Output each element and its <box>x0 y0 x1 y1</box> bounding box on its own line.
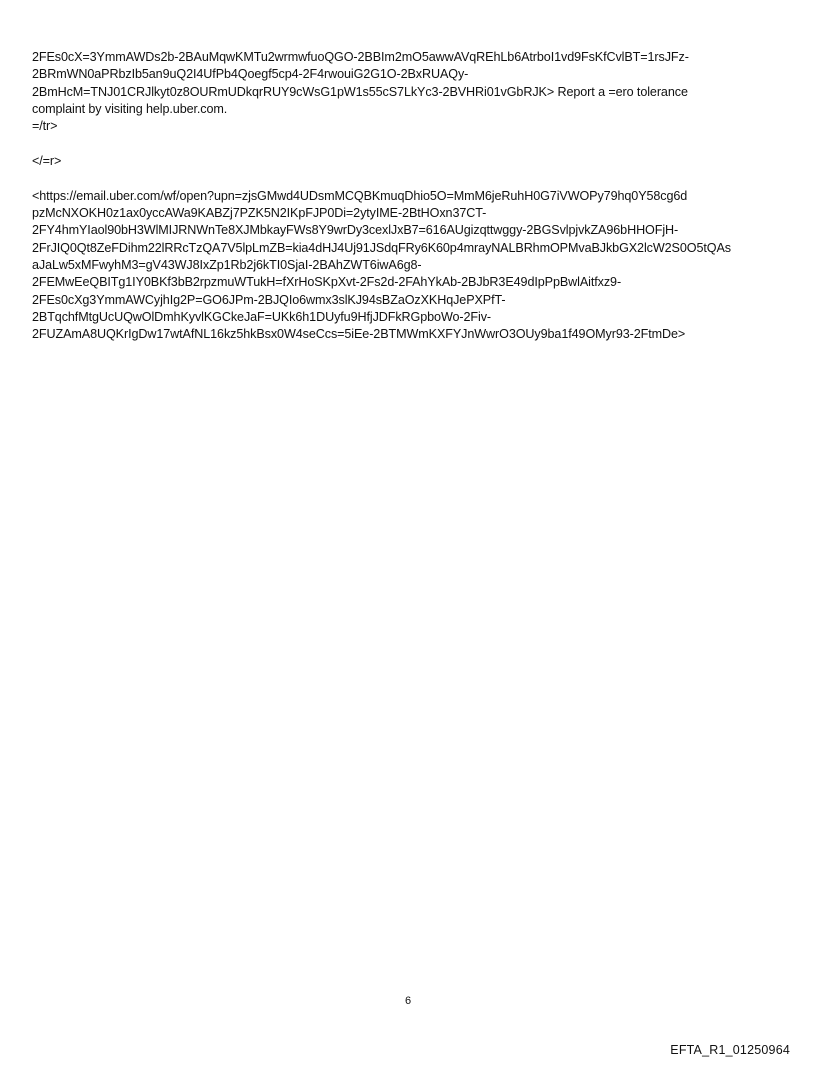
text-line: 2FEs0cXg3YmmAWCyjhIg2P=GO6JPm-2BJQIo6wmx3slKJ94sBZaOzXKHqJePXPfT- <box>32 293 506 307</box>
text-line: 2FrJIQ0Qt8ZeFDihm22lRRcTzQA7V5lpLmZB=kia4dHJ4Uj91JSdqFRy6K60p4mrayNALBRhmOPMvaBJkbGX2lcW2S0O5tQAs <box>32 241 731 255</box>
text-line: 2FEs0cX=3YmmAWDs2b-2BAuMqwKMTu2wrmwfuoQGO-2BBIm2mO5awwAVqREhLb6AtrboI1vd9FsKfCvlBT=1rsJFz- <box>32 50 689 64</box>
text-line: <https://email.uber.com/wf/open?upn=zjsGMwd4UDsmMCQBKmuqDhio5O=MmM6jeRuhH0G7iVWOPy79hq0Y58cg6d <box>32 189 688 203</box>
text-line: aJaLw5xMFwyhM3=gV43WJ8IxZp1Rb2j6kTI0SjaI-2BAhZWT6iwA6g8- <box>32 258 422 272</box>
text-line: 2FUZAmA8UQKrIgDw17wtAfNL16kz5hkBsx0W4seCcs=5iEe-2BTMWmKXFYJnWwrO3OUy9ba1f49OMyr93-2FtmDe> <box>32 327 686 341</box>
text-line: pzMcNXOKH0z1ax0yccAWa9KABZj7PZK5N2IKpFJP0Di=2ytyIME-2BtHOxn37CT- <box>32 206 487 220</box>
text-line: </=r> <box>32 154 62 168</box>
text-line: 2FY4hmYIaol90bH3WlMIJRNWnTe8XJMbkayFWs8Y9wrDy3cexlJxB7=616AUgizqttwggy-2BGSvlpjvkZA96bHHOFjH- <box>32 223 679 237</box>
text-line: 2BmHcM=TNJ01CRJlkyt0z8OURmUDkqrRUY9cWsG1pW1s55cS7LkYc3-2BVHRi01vGbRJK> Report a =ero tolerance <box>32 85 688 99</box>
text-line: 2BTqchfMtgUcUQwOlDmhKyvlKGCkeJaF=UKk6h1DUyfu9HfjJDFkRGpboWo-2Fiv- <box>32 310 492 324</box>
page-number: 6 <box>404 995 412 1007</box>
text-line: 2FEMwEeQBITg1IY0BKf3bB2rpzmuWTukH=fXrHoSKpXvt-2Fs2d-2FAhYkAb-2BJbR3E49dIpPpBwlAitfxz9- <box>32 275 622 289</box>
bates-number: EFTA_R1_01250964 <box>670 1043 790 1057</box>
text-line: =/tr> <box>32 119 58 133</box>
text-line: complaint by visiting help.uber.com. <box>32 102 228 116</box>
text-line: 2BRmWN0aPRbzIb5an9uQ2I4UfPb4Qoegf5cp4-2F4rwouiG2G1O-2BxRUAQy- <box>32 67 469 81</box>
